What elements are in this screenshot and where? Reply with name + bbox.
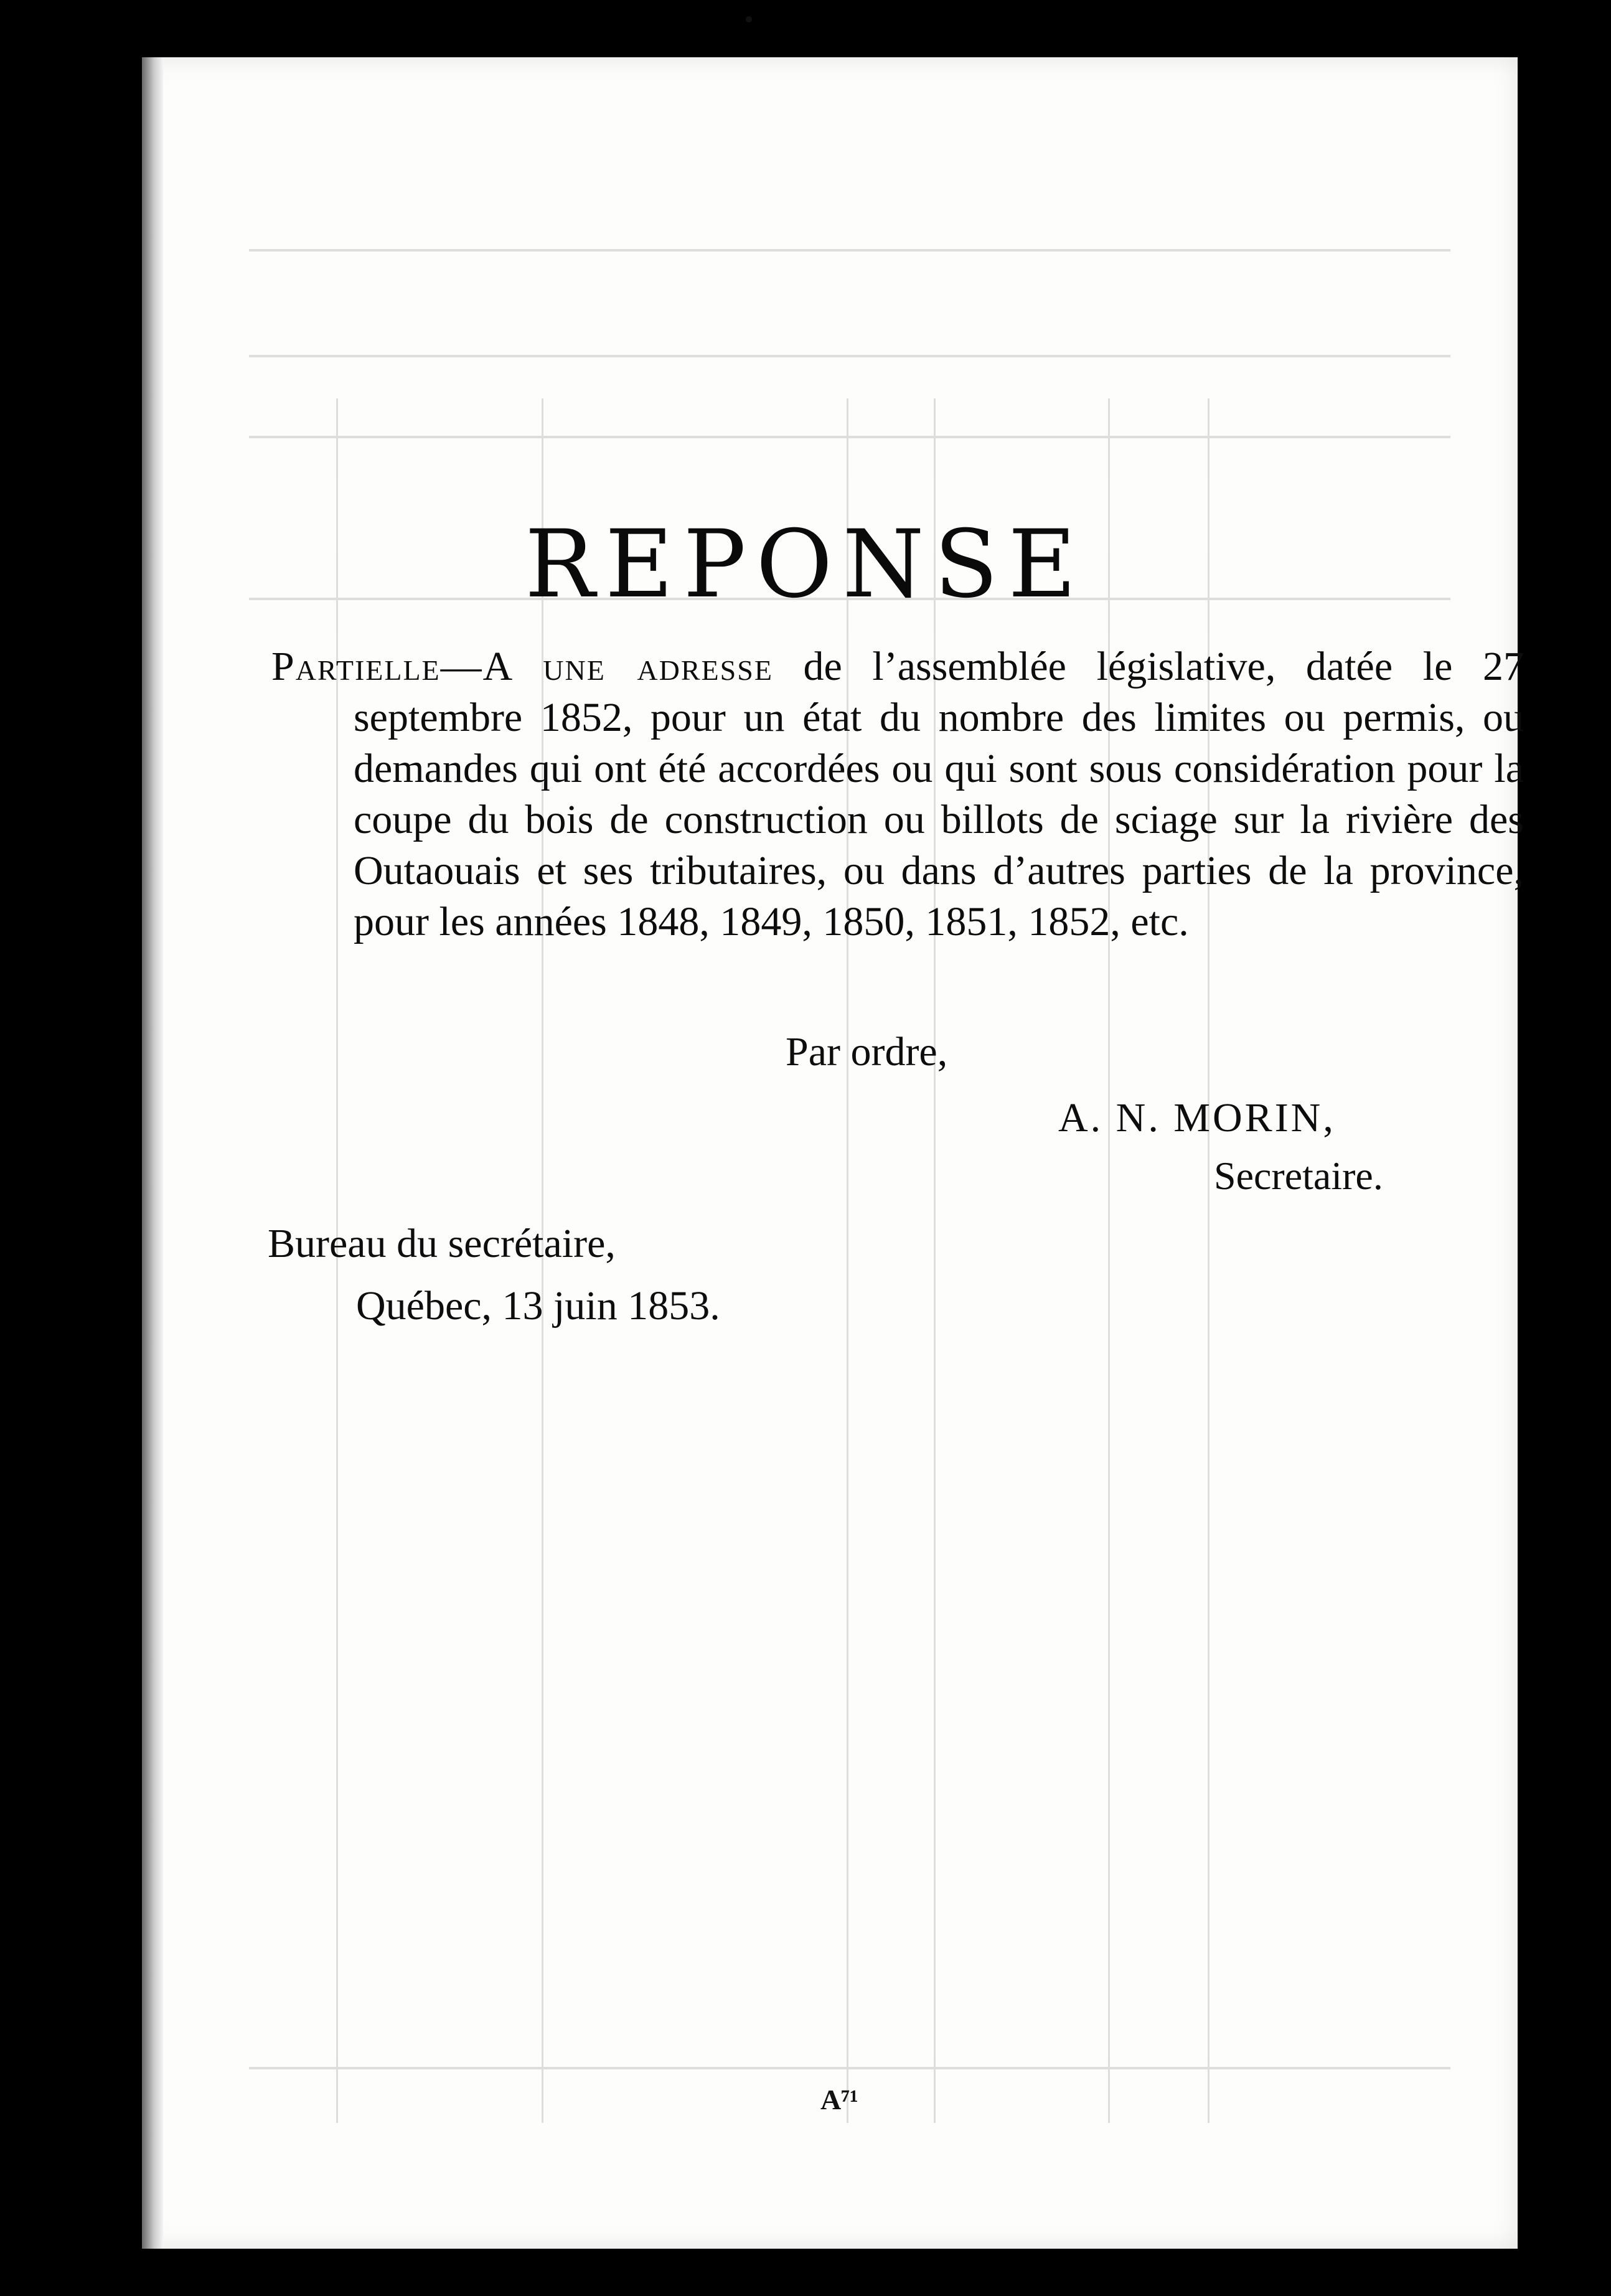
by-order: Par ordre, [786, 1029, 948, 1075]
address-lead: Partielle—A une adresse [271, 644, 773, 689]
signer-role: Secretaire. [1214, 1154, 1383, 1198]
address-paragraph [271, 641, 1524, 948]
document-title: REPONSE [525, 510, 1086, 619]
office-line: Bureau du secrétaire, [268, 1221, 616, 1266]
signer-name: A. N. MORIN, [1058, 1095, 1336, 1141]
printer-signature-mark: A⁷¹ [820, 2084, 858, 2115]
place-date: Québec, 13 juin 1853. [356, 1283, 720, 1329]
address-text: de l’assemblée législative, datée le 27 septembre 1852, pour un état du nombre des limites ou permis, ou demandes qui ont été accordées ou qui sont sous considération pour la coupe du bois de construction ou billots de sciage sur la rivière des Outaouais et ses tributaires, ou dans d’autres parties de la province, pour les années 1848, 1849, 1850, 1851, 1852, etc. [354, 644, 1524, 944]
speck [746, 16, 752, 22]
page-edge [142, 57, 163, 2249]
